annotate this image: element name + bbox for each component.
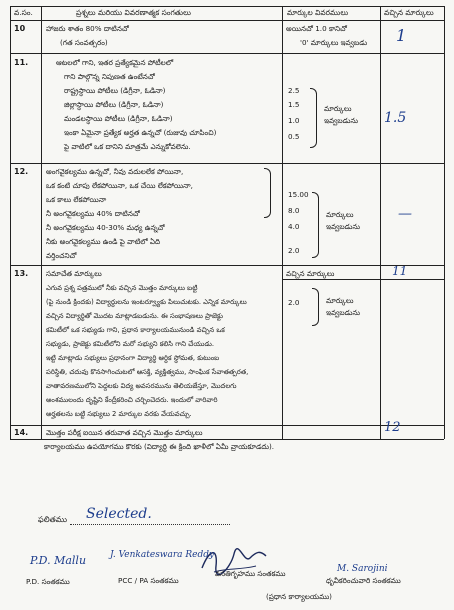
row-text-line: సభ్యుడు, ప్రాజెక్టు కమిటీలోని మరో సభ్యుని కలిసి గాని చేయుడు. — [46, 340, 214, 348]
row-text-line: ఆటలలో గాని, ఇతర ప్రత్యేకమైన పోటీలలో — [56, 58, 174, 67]
brace-label: ఇవ్వబడును — [324, 116, 359, 125]
row-text-line: వాతావరణములోని పెద్దలకు విద్య అవసరమును తెలియజేస్తూ, మొదలగు — [46, 382, 237, 390]
office-use-note: కార్యాలయము ఉపయోగము కొరకు (విద్యార్థి ఈ క్రింది ఖాళీలో ఏమీ వ్రాయకూడదు). — [44, 442, 275, 451]
row-text-line: (గత సంవత్సరం) — [60, 38, 108, 47]
col-divider — [282, 6, 283, 439]
marks-value: 8.0 — [288, 206, 300, 215]
row-text-line: ఇంకా ఏమైనా ప్రత్యేక అర్హత ఉన్నచో (రుజువు చూపించి) — [64, 128, 217, 137]
office-note: (ప్రధాన కార్యాలయము) — [266, 592, 332, 601]
result-label: ఫలితము — [38, 515, 68, 524]
row-text-line: ఇట్టి మాట్లాడు సభ్యులు ప్రధానంగా విద్యార్థి ఆర్థిక స్థోమత, కుటుంబ — [46, 354, 220, 362]
col-divider — [41, 6, 42, 439]
brace-icon — [264, 168, 271, 218]
row-text-line: మొత్తం పరీక్ష ఐయిన తరువాత వచ్చిన మొత్తం మార్కులు — [46, 428, 203, 437]
table-right-border — [444, 6, 445, 439]
row-text-line: వర్తించనిచో — [46, 251, 77, 260]
marks-value: 2.0 — [288, 298, 300, 307]
row-text-line: వచ్చిన విద్యార్థితో మొదట మాట్లాడబడును. ఈ సంభాషణలు ప్రాజెక్టు — [46, 312, 223, 320]
handwritten-score: — — [398, 206, 412, 222]
signature-scribble: P.D. Mallu — [30, 554, 87, 567]
result-value: Selected. — [86, 506, 152, 522]
marks-value: 15.00 — [288, 190, 309, 199]
row-number: 12. — [14, 167, 29, 176]
row-text-line: జిల్లాస్థాయి పోటీలు (డిగ్రీనా, ఓడినా) — [64, 100, 164, 109]
row-text-line: గాని పాల్గొన్న నిపుణత ఉంటేనచో — [64, 72, 155, 81]
signature-role: P.D. సంతకము — [26, 577, 70, 586]
row-text-line: మండలస్థాయి పోటీలు (డిగ్రీనా, ఓడినా) — [64, 114, 173, 123]
table-bottom-border — [10, 439, 444, 440]
marks-value: 0.5 — [288, 132, 300, 141]
row-divider — [10, 53, 444, 54]
row-divider — [10, 265, 444, 266]
signature-role: ధృవీకరించువారి సంతకము — [326, 576, 401, 585]
signature-scribble: J. Venkateswara Reddy — [110, 550, 215, 560]
marks-value: 4.0 — [288, 222, 300, 231]
brace-label: మార్కులు — [326, 296, 354, 305]
marks-value: 2.5 — [288, 86, 300, 95]
header-questions: ప్రశ్నలు మరియు వివరణాత్మక సంగతులు — [76, 8, 191, 17]
row-text-line: నీకు అంగవైకల్యము ఉండి పై వాటిలో ఏది — [46, 237, 161, 246]
row-text-line: అంగవైకల్యము ఉన్నచో, నీవు వదులలేక పోయినా, — [46, 167, 184, 176]
header-marks-obtained: వచ్చిన మార్కులు — [384, 8, 434, 17]
row-text-line: అర్హతలను బట్టి సభ్యులు 2 మార్కుల వరకు వేయవచ్చు. — [46, 410, 192, 418]
brace-icon — [312, 288, 319, 326]
row-text-line: నీ అంగవైకల్యము 40-30% మధ్య ఉన్నచో — [46, 223, 165, 232]
marks-text: అయినచో 1.0 కానిచో — [286, 24, 347, 33]
handwritten-score: 1.5 — [384, 110, 407, 126]
header-marks-details: మార్కుల వివరములు — [287, 8, 349, 17]
row-text-line: ఒక కంటి చూపు లేకపోయినా, ఒక చేయి లేకపోయినా, — [46, 181, 193, 190]
row-text-line: అంశములందు దృష్టిని కేంద్రీకరించి చర్చించెదరు. ఇందులో వారివారి — [46, 396, 218, 404]
row-text-line: కమిటీలో ఒక సభ్యుడు గాని, ప్రధాన కార్యాలయమునుండి వచ్చిన ఒక — [46, 326, 225, 334]
brace-icon — [312, 192, 319, 258]
brace-label: ఇవ్వబడును — [326, 222, 361, 231]
signature-role: PCC / PA సంతకము — [118, 576, 179, 585]
marks-text: '0' మార్కులు ఇవ్వబడు — [300, 38, 368, 47]
row-text-line: ఎగువ ప్రశ్న పత్రములో నీకు వచ్చిన మొత్తం మార్కులు బట్టి — [46, 284, 198, 292]
table-left-border — [10, 6, 11, 439]
row-text-line: (పై నుండి క్రిందకు) విద్యార్థులను ఇంటర్వ్యూకు పిలుచుటకు. ఎన్నిక మార్కులు — [46, 298, 247, 306]
row-text-line: హాజరు శాతం 80% దాటినచో — [46, 24, 129, 33]
row-divider — [282, 279, 444, 280]
row-number: 14. — [14, 428, 29, 437]
row-text-line: పరిస్థితి, చదువు కొనసాగించుటలో ఆసక్తి, వ్యక్తిత్వము, సాంఘిక సేవాతత్పరత, — [46, 368, 249, 376]
row-text-line: నీ అంగవైకల్యము 40% దాటినచో — [46, 209, 140, 218]
signature-role: వసతిగృహము సంతకము — [215, 569, 286, 578]
row-text-line: ఒక కాలు లేకపోయినా — [46, 195, 107, 204]
row-text-line: సమాచేత మార్కులు — [46, 269, 102, 278]
col-divider — [380, 6, 381, 439]
marks-head: వచ్చిన మార్కులు — [286, 269, 335, 278]
header-serial: వ.సం. — [14, 8, 33, 17]
handwritten-score: 1 — [396, 26, 407, 45]
table-top-border — [10, 6, 444, 7]
row-number: 13. — [14, 269, 29, 278]
header-bottom-border — [10, 20, 444, 21]
row-divider — [10, 163, 444, 164]
handwritten-score: 11 — [392, 264, 408, 278]
handwritten-score: 12 — [384, 420, 401, 435]
brace-label: మార్కులు — [326, 210, 354, 219]
result-line — [70, 524, 230, 525]
row-text-line: పై వాటిలో ఒక దానిని మాత్రమే ఎన్నుకోవలెను. — [64, 142, 191, 151]
marks-value: 2.0 — [288, 246, 300, 255]
marks-value: 1.0 — [288, 116, 300, 125]
brace-label: ఇవ్వబడును — [326, 308, 361, 317]
row-number: 10 — [14, 24, 26, 33]
marks-value: 1.5 — [288, 100, 300, 109]
row-text-line: రాష్ట్రస్థాయి పోటీలు (డిగ్రీనా, ఓడినా) — [64, 86, 166, 95]
signature-scribble: M. Sarojini — [337, 564, 388, 574]
brace-icon — [310, 88, 317, 148]
row-divider — [10, 425, 444, 426]
row-number: 11. — [14, 58, 29, 67]
brace-label: మార్కులు — [324, 104, 352, 113]
